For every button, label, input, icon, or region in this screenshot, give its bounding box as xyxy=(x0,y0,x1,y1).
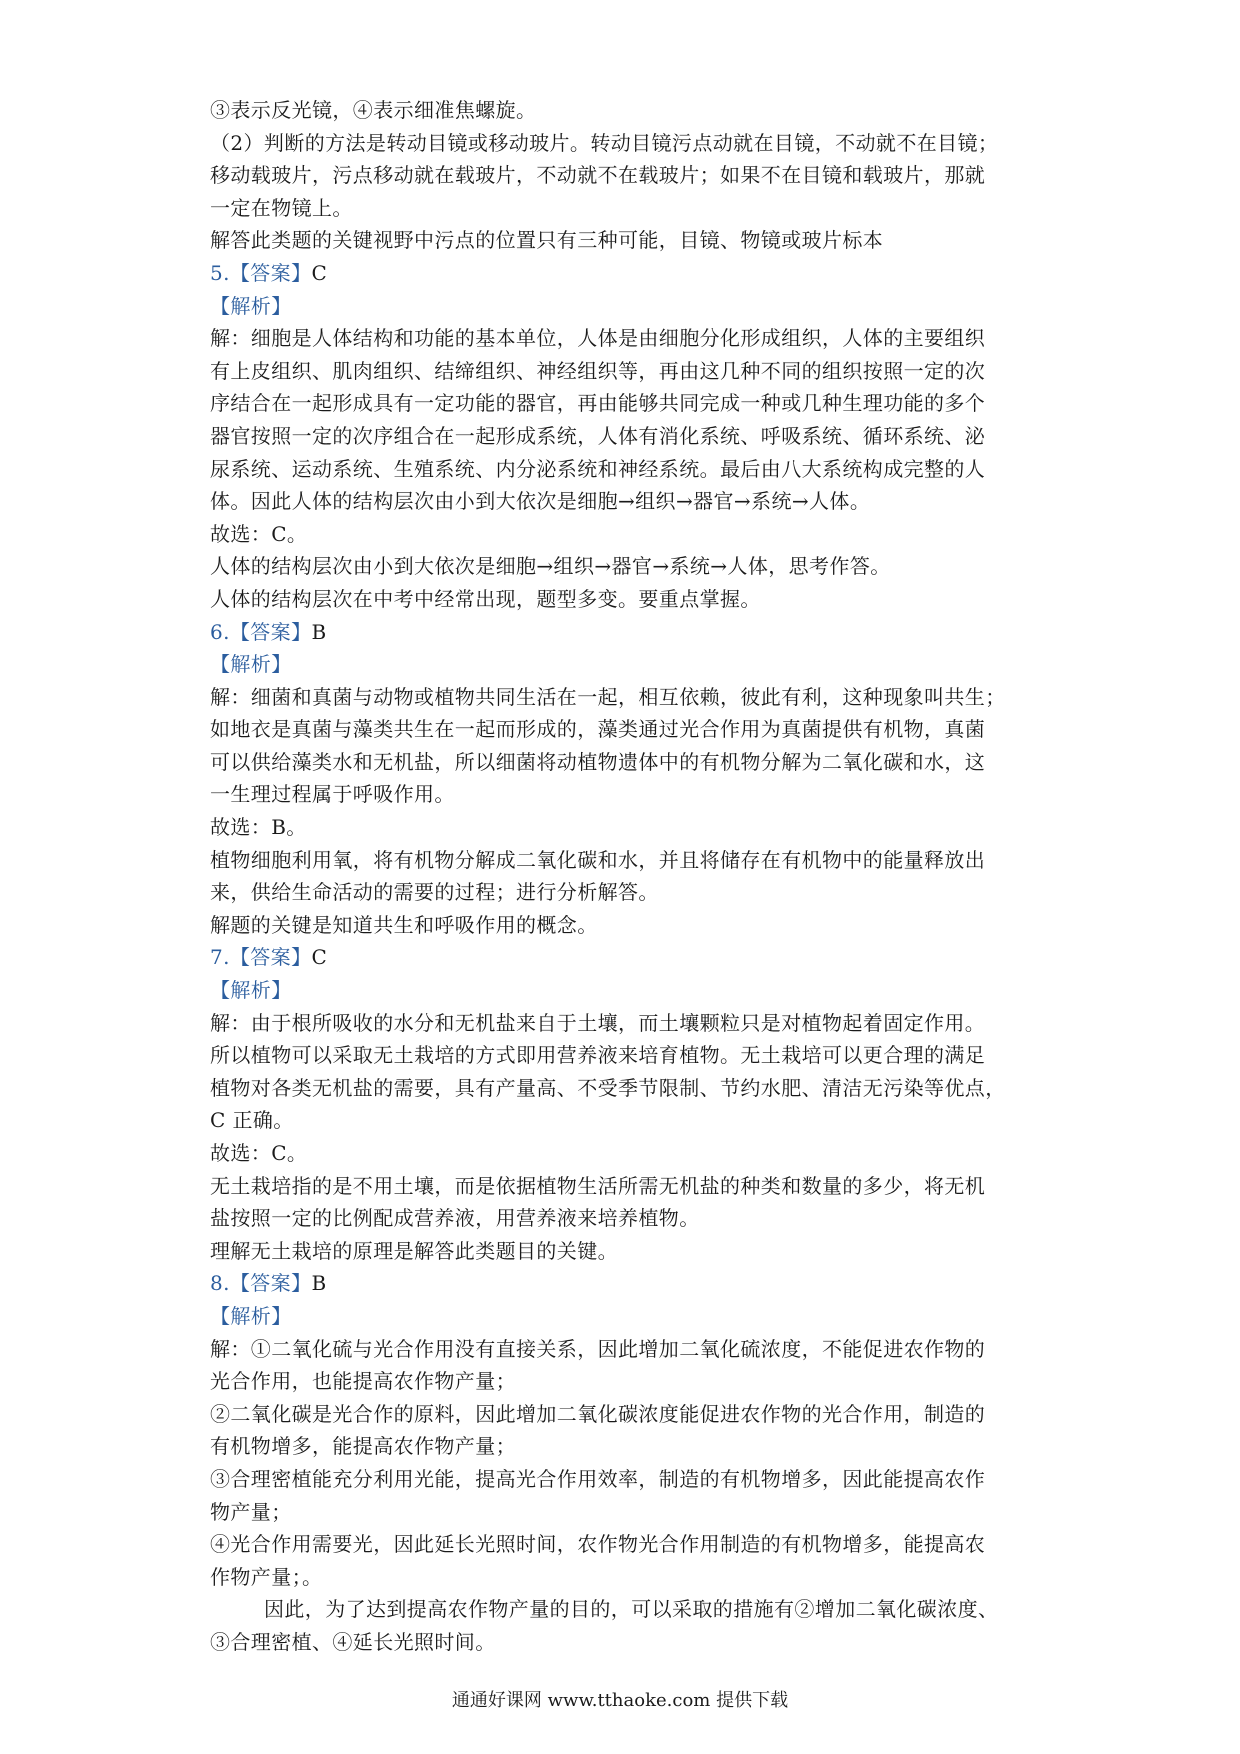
text-segment: ③表示反光镜，④表示细准焦螺旋。 xyxy=(210,98,537,122)
section-marker: 【解析】 xyxy=(210,293,292,318)
text-line xyxy=(210,1039,1040,1072)
page-footer: 通通好课网 www.tthaoke.com 提供下载 xyxy=(451,1690,789,1711)
text-segment: 解题的关键是知道共生和呼吸作用的概念。 xyxy=(210,912,598,937)
text-line xyxy=(210,1104,1040,1137)
text-line xyxy=(210,1626,1040,1659)
text-line xyxy=(210,453,1040,486)
text-line xyxy=(210,974,1040,1007)
text-line xyxy=(210,420,1040,453)
text-line xyxy=(210,1235,1040,1268)
text-line xyxy=(210,1463,1040,1496)
text-line xyxy=(210,583,1040,616)
text-segment: 器官按照一定的次序组合在一起形成系统，人体有消化系统、呼吸系统、循环系统、泌 xyxy=(210,423,986,448)
text-segment: 物产量； xyxy=(210,1499,292,1524)
text-segment: ③合理密植能充分利用光能，提高光合作用效率，制造的有机物增多，因此能提高农作 xyxy=(210,1466,986,1491)
section-marker: 5.【答案】 xyxy=(210,260,312,285)
text-segment: 作物产量；。 xyxy=(210,1564,323,1589)
text-segment: 解：细菌和真菌与动物或植物共同生活在一起，相互依赖，彼此有利，这种现象叫共生； xyxy=(210,684,1006,709)
text-segment: （2）判断的方法是转动目镜或移动玻片。转动目镜污点动就在目镜，不动就不在目镜； xyxy=(210,130,999,155)
text-line xyxy=(210,1267,1040,1300)
text-segment: 所以植物可以采取无土栽培的方式即用营养液来培育植物。无土栽培可以更合理的满足 xyxy=(210,1043,986,1068)
section-marker: 7.【答案】 xyxy=(210,945,312,970)
section-marker: 8.【答案】 xyxy=(210,1271,312,1296)
text-line xyxy=(210,550,1040,583)
section-marker: 【解析】 xyxy=(210,978,292,1003)
text-line xyxy=(210,1496,1040,1529)
text-segment: 序结合在一起形成具有一定功能的器官，再由能够共同完成一种或几种生理功能的多个 xyxy=(210,391,986,416)
text-line xyxy=(210,322,1040,355)
text-line xyxy=(210,1593,1040,1626)
text-line xyxy=(210,387,1040,420)
text-line xyxy=(210,844,1040,877)
text-segment: 无土栽培指的是不用土壤，而是依据植物生活所需无机盐的种类和数量的多少，将无机 xyxy=(210,1173,986,1198)
text-line xyxy=(210,159,1040,192)
text-line xyxy=(210,1333,1040,1366)
text-segment: 移动载玻片，污点移动就在载玻片，不动就不在载玻片；如果不在目镜和载玻片，那就 xyxy=(210,163,986,188)
text-line xyxy=(210,1170,1040,1203)
section-marker: 6.【答案】 xyxy=(210,619,312,644)
text-line xyxy=(210,876,1040,909)
text-segment: 解：由于根所吸收的水分和无机盐来自于土壤，而土壤颗粒只是对植物起着固定作用。 xyxy=(210,1010,986,1035)
text-line xyxy=(210,1072,1040,1105)
text-line xyxy=(210,485,1040,518)
text-line xyxy=(210,290,1040,323)
text-segment: 有机物增多，能提高农作物产量； xyxy=(210,1434,516,1459)
document-body xyxy=(210,94,1040,1659)
text-segment: 植物细胞利用氧，将有机物分解成二氧化碳和水，并且将储存在有机物中的能量释放出 xyxy=(210,847,986,872)
text-line xyxy=(210,1398,1040,1431)
text-segment: 一生理过程属于呼吸作用。 xyxy=(210,782,455,807)
text-segment: 解：细胞是人体结构和功能的基本单位，人体是由细胞分化形成组织，人体的主要组织 xyxy=(210,326,986,351)
text-segment: 有上皮组织、肌肉组织、结缔组织、神经组织等，再由这几种不同的组织按照一定的次 xyxy=(210,358,986,383)
text-line xyxy=(210,909,1040,942)
text-segment: 解：①二氧化硫与光合作用没有直接关系，因此增加二氧化硫浓度，不能促进农作物的 xyxy=(210,1336,986,1361)
text-segment: 体。因此人体的结构层次由小到大依次是细胞→组织→器官→系统→人体。 xyxy=(210,489,871,514)
text-line xyxy=(210,1561,1040,1594)
text-line xyxy=(210,778,1040,811)
text-line xyxy=(210,224,1040,257)
text-segment: 人体的结构层次在中考中经常出现，题型多变。要重点掌握。 xyxy=(210,586,761,611)
text-segment: 来，供给生命活动的需要的过程；进行分析解答。 xyxy=(210,880,659,905)
text-segment: 解答此类题的关键视野中污点的位置只有三种可能，目镜、物镜或玻片标本 xyxy=(210,228,884,253)
text-line xyxy=(210,681,1040,714)
text-line xyxy=(210,257,1040,290)
text-segment: ④光合作用需要光，因此延长光照时间，农作物光合作用制造的有机物增多，能提高农 xyxy=(210,1532,986,1557)
text-segment: ②二氧化碳是光合作的原料，因此增加二氧化碳浓度能促进农作物的光合作用，制造的 xyxy=(210,1401,986,1426)
text-segment: 如地衣是真菌与藻类共生在一起而形成的，藻类通过光合作用为真菌提供有机物，真菌 xyxy=(210,717,986,742)
text-segment: 故选：C。 xyxy=(210,1141,308,1165)
text-segment: 故选：C。 xyxy=(210,521,308,546)
text-segment: C xyxy=(311,260,328,285)
text-line xyxy=(210,94,1040,127)
text-line xyxy=(210,127,1040,160)
text-line xyxy=(210,1300,1040,1333)
text-segment: 理解无土栽培的原理是解答此类题目的关键。 xyxy=(210,1238,618,1263)
text-segment: 可以供给藻类水和无机盐，所以细菌将动植物遗体中的有机物分解为二氧化碳和水，这 xyxy=(210,749,986,774)
text-line xyxy=(210,746,1040,779)
text-line xyxy=(210,1430,1040,1463)
text-line xyxy=(210,1202,1040,1235)
text-segment: C 正确。 xyxy=(210,1108,294,1133)
text-segment: B xyxy=(311,619,327,644)
text-line xyxy=(210,616,1040,649)
section-marker: 【解析】 xyxy=(210,1303,292,1328)
text-segment: ③合理密植、④延长光照时间。 xyxy=(210,1629,496,1654)
text-line xyxy=(210,518,1040,551)
text-segment: 人体的结构层次由小到大依次是细胞→组织→器官→系统→人体，思考作答。 xyxy=(210,554,891,579)
text-line xyxy=(210,811,1040,844)
text-line xyxy=(210,648,1040,681)
text-line xyxy=(210,941,1040,974)
text-line xyxy=(210,1528,1040,1561)
text-line xyxy=(210,355,1040,388)
text-segment: 盐按照一定的比例配成营养液，用营养液来培养植物。 xyxy=(210,1206,700,1231)
text-segment: 尿系统、运动系统、生殖系统、内分泌系统和神经系统。最后由八大系统构成完整的人 xyxy=(210,456,986,481)
text-line xyxy=(210,1365,1040,1398)
text-segment: C xyxy=(311,945,328,970)
text-line xyxy=(210,1007,1040,1040)
text-segment: 因此，为了达到提高农作物产量的目的，可以采取的措施有②增加二氧化碳浓度、 xyxy=(264,1597,999,1622)
text-segment: 植物对各类无机盐的需要，具有产量高、不受季节限制、节约水肥、清洁无污染等优点， xyxy=(210,1075,1006,1100)
text-line xyxy=(210,192,1040,225)
text-segment: 光合作用，也能提高农作物产量； xyxy=(210,1369,516,1394)
text-segment: 故选：B。 xyxy=(210,815,307,840)
text-line xyxy=(210,713,1040,746)
text-segment: B xyxy=(311,1271,327,1296)
section-marker: 【解析】 xyxy=(210,652,292,677)
text-segment: 一定在物镜上。 xyxy=(210,195,353,220)
text-line xyxy=(210,1137,1040,1170)
